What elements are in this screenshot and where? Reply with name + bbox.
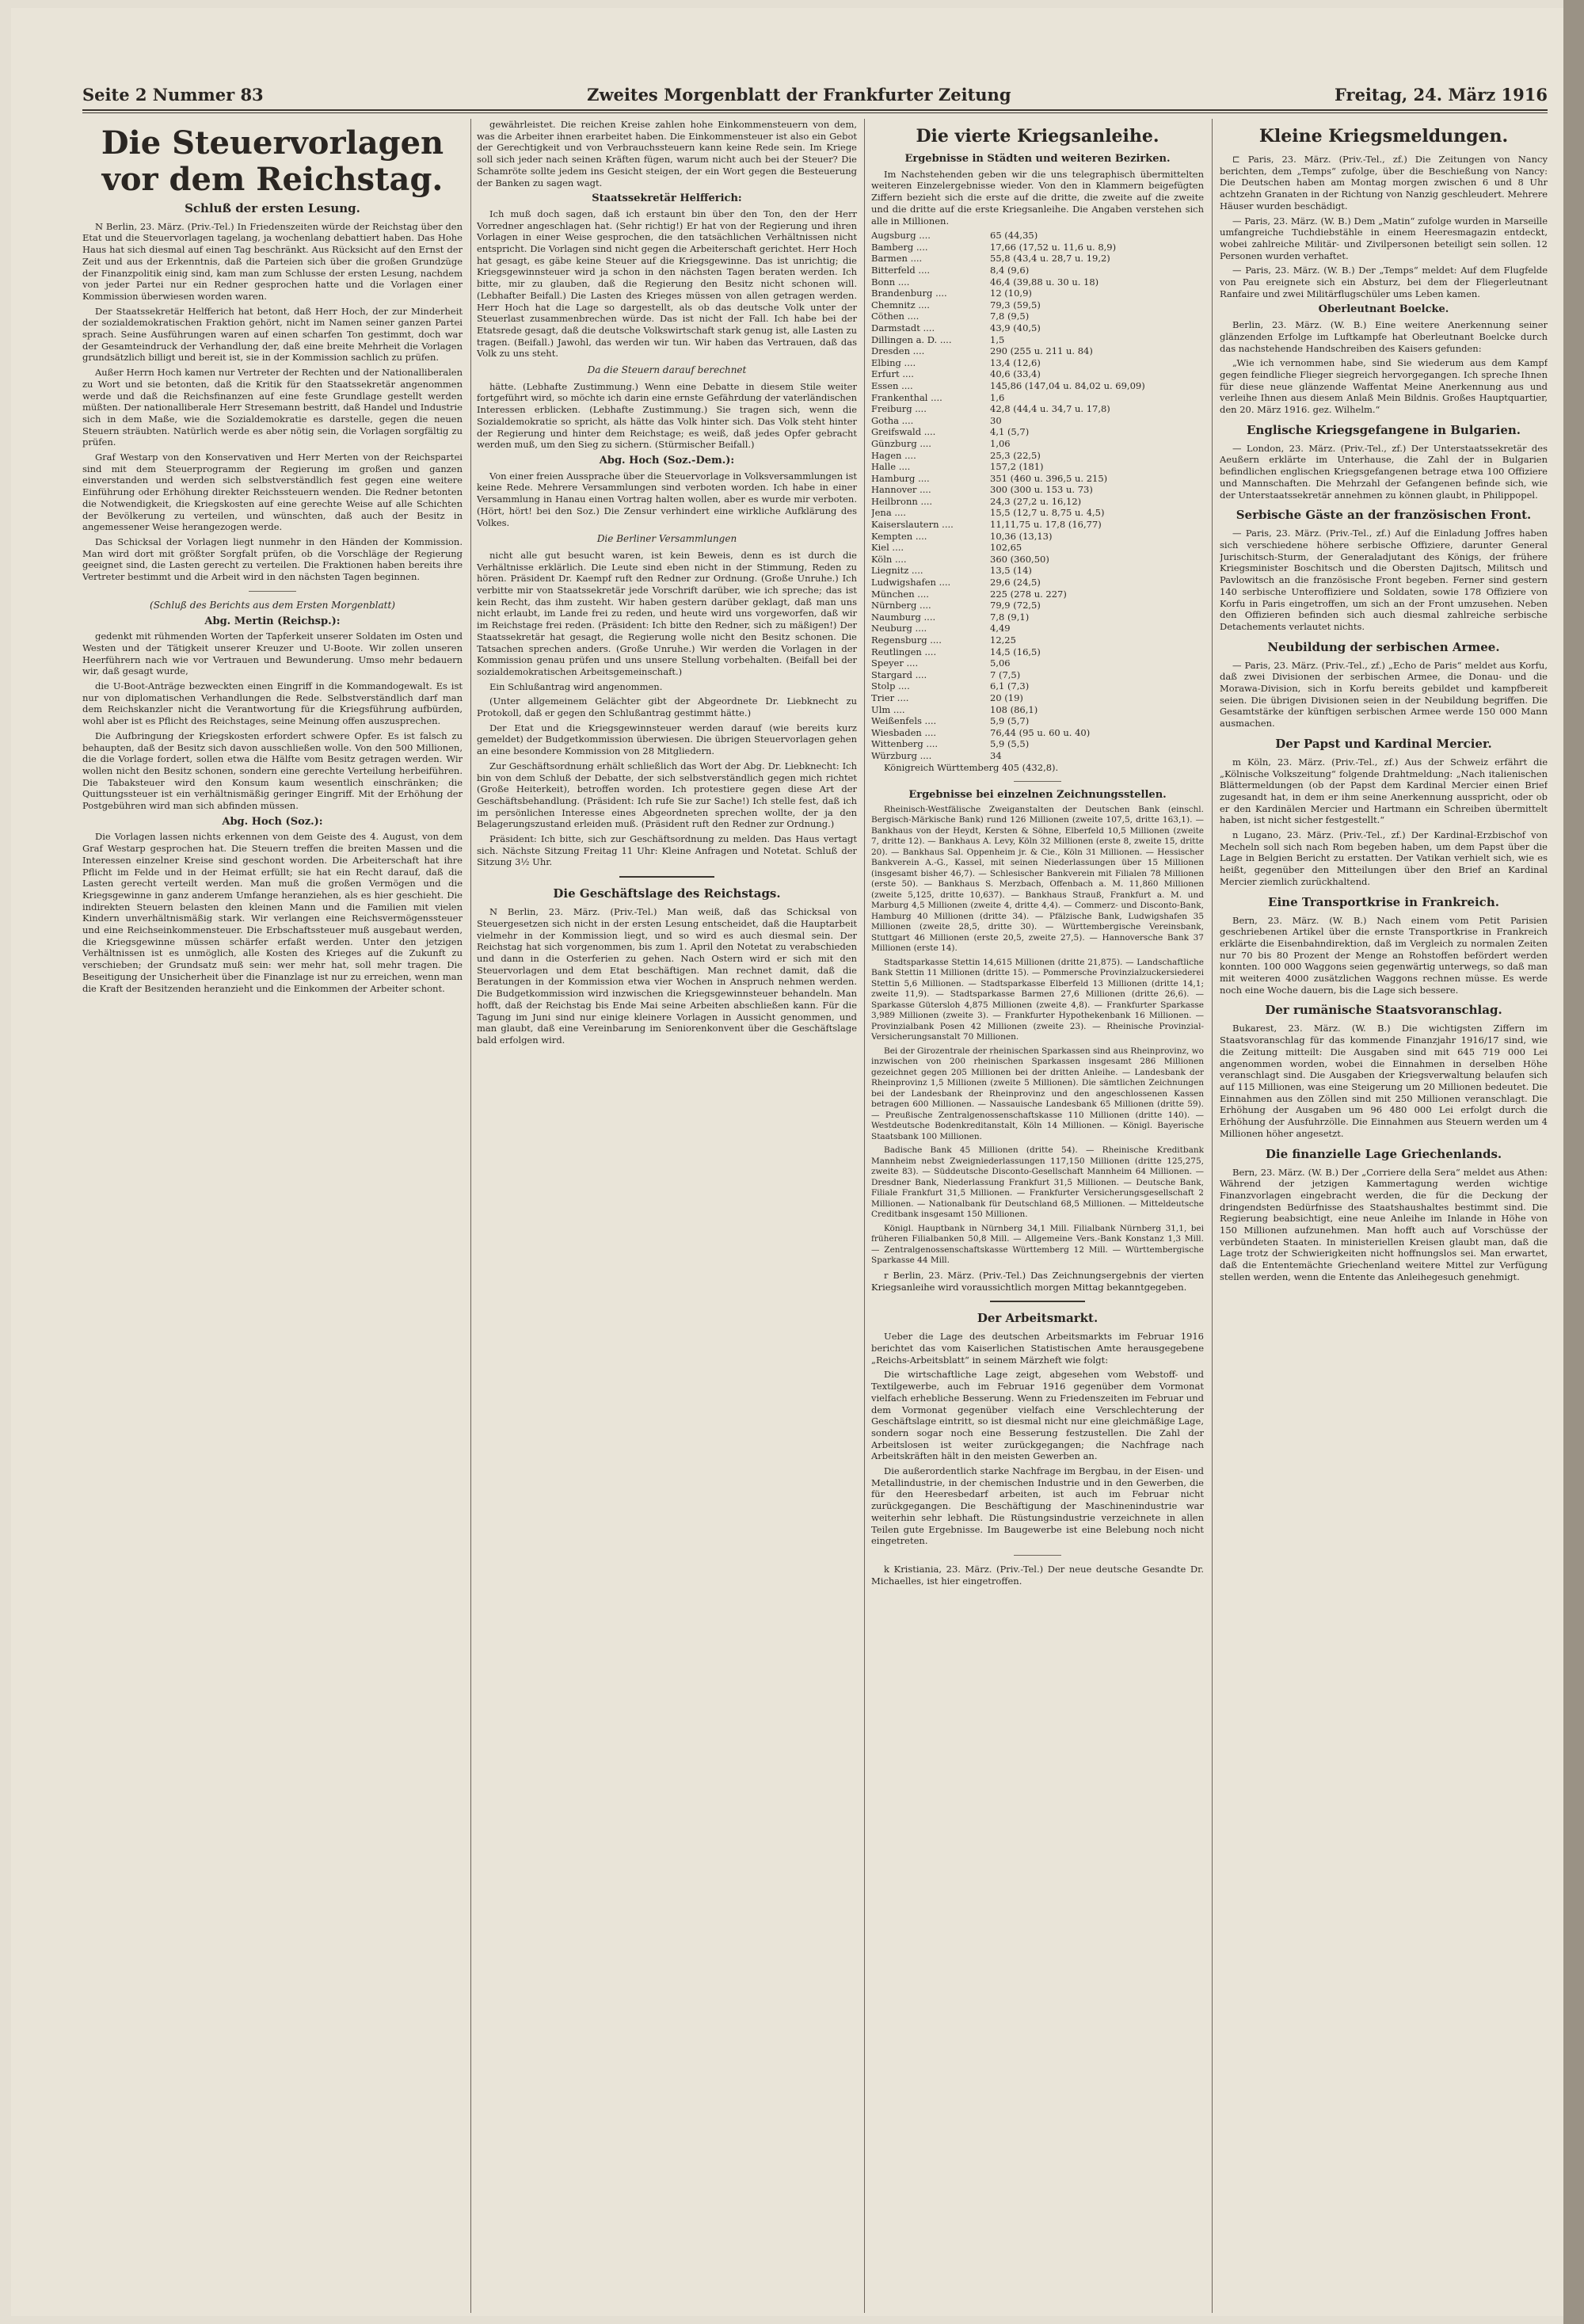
paragraph: gedenkt mit rühmenden Worten der Tapferkeit unserer Soldaten im Osten und Westen und der Tätigkeit unserer Kreuzer und U-Boote. Wir zollen unseren Heerführern nach wie vor Vertrauen und Bewunderung. Umso mehr bedauern wir, daß gesagt wurde,	[82, 631, 463, 677]
city-amount: 79,3 (59,5)	[990, 299, 1041, 311]
article-title-steuervorlagen: Die Steuervorlagen vor dem Reichstag.	[101, 124, 444, 198]
paragraph: gewährleistet. Die reichen Kreise zahlen hohe Einkommensteuern von dem, was die Arbeiter ihnen erarbeitet haben. Die Einkommensteuer ist also ein Gebot der Gerechtigkeit und von Verbrauchssteuern kann keine Rede sein. Im Kriege soll sich jeder nach seinen Kräften fügen, warum nicht auch bei der Steuer? Die Schamröte sollte jedem ins Gesicht steigen, der ein Wort gegen die Besteuerung der Banken zu sagen wagt.	[477, 119, 857, 189]
city-amount: 7,8 (9,5)	[990, 311, 1030, 322]
city-result-row	[871, 322, 1204, 334]
paragraph: (Unter allgemeinem Gelächter gibt der Abgeordnete Dr. Liebknecht zu Protokoll, daß er gegen den Schlußantrag gestimmt hätte.)	[477, 695, 857, 719]
city-amount: 300 (300 u. 153 u. 73)	[990, 484, 1093, 496]
city-name: Kempten ....	[871, 530, 927, 542]
paragraph: Präsident: Ich bitte, sich zur Geschäftsordnung zu melden. Das Haus vertagt sich. Nächste Sitzung Freitag 11 Uhr: Kleine Anfragen und Notetat. Schluß der Sitzung 3½ Uhr.	[477, 833, 857, 868]
city-result-row	[871, 461, 1204, 473]
city-result-row	[871, 484, 1204, 496]
paragraph: Bern, 23. März. (W. B.) Nach einem vom Petit Parisien geschriebenen Artikel über die ernste Transportkrise in Frankreich erklärte die Eisenbahndirektion, daß im Vergleich zu normalen Zeiten nur 70 bis 80 Prozent der Menge an Rohstoffen befördert werden konnten. 100 000 Waggons seien gegenwärtig unterwegs, so daß man mit weiteren 4000 zusätzlichen Waggons rechnen müsse. Es werde noch eine Woche dauern, bis die Lage sich bessere.	[1220, 914, 1548, 996]
city-result-row	[871, 669, 1204, 681]
city-amount: 11,11,75 u. 17,8 (16,77)	[990, 519, 1102, 531]
separator	[249, 591, 296, 592]
city-amount: 7 (7,5)	[990, 669, 1021, 680]
paragraph: — Paris, 23. März. (W. B.) Dem „Matin“ zufolge wurden in Marseille umfangreiche Tuchdiebstähle in einem Heeresmagazin entdeckt, wobei zahlreiche Militär- und Zivilpersonen beteiligt sein sollen. 12 Personen wurden verhaftet.	[1220, 215, 1548, 261]
city-result-row	[871, 507, 1204, 519]
paragraph: Bern, 23. März. (W. B.) Der „Corriere della Sera“ meldet aus Athen: Während der jetzigen Kammertagung werden wichtige Finanzvorlagen eingebracht werden, die für die Deckung der dringendsten Bedürfnisse des Staatshaushaltes bestimmt sind. Die Regierung beabsichtigt, eine neue Anleihe im Inlande in Höhe von 150 Millionen aufzunehmen. Man hofft auch auf Vorschüsse der verbündeten Staaten. In ministeriellen Kreisen glaubt man, daß die Lage trotz der Schwierigkeiten nicht hoffnungslos sei. Man erwartet, daß die Ententemächte Griechenland weitere Mittel zur Verfügung stellen werden, wenn die Entente das Anleihegesuch genehmigt.	[1220, 1166, 1548, 1282]
city-name: München ....	[871, 588, 929, 600]
article-title-arbeitsmarkt: Der Arbeitsmarkt.	[977, 1311, 1099, 1326]
article-title-geschaeftslage: Die Geschäftslage des Reichstags.	[553, 886, 781, 901]
city-result-row	[871, 715, 1204, 727]
city-name: Nürnberg ....	[871, 600, 931, 611]
city-amount: 12,25	[990, 634, 1016, 646]
city-amount: 8,4 (9,6)	[990, 265, 1030, 276]
city-name: Kaiserslautern ....	[871, 519, 954, 531]
city-result-row	[871, 230, 1204, 242]
paragraph: Ein Schlußantrag wird angenommen.	[489, 680, 663, 692]
city-result-row	[871, 345, 1204, 357]
section-heading: Der Papst und Kardinal Mercier.	[1275, 736, 1492, 751]
city-amount: 4,1 (5,7)	[990, 426, 1030, 438]
paragraph: — Paris, 23. März. (Priv.-Tel., zf.) „Echo de Paris“ meldet aus Korfu, daß zwei Divisionen der serbischen Armee, die Donau- und die Morawa-Division, sich in Korfu bereits gebildet und kampfbereit seien. Die übrigen Divisionen seien in der Neubildung begriffen. Die Gesamtstärke der künftigen serbischen Armee werde 150 000 Mann ausmachen.	[1220, 659, 1548, 730]
city-amount: 290 (255 u. 211 u. 84)	[990, 345, 1093, 357]
section-heading: Oberleutnant Boelcke.	[1318, 303, 1449, 316]
paragraph: Das Schicksal der Vorlagen liegt nunmehr in den Händen der Kommission. Man wird dort mit größter Sorgfalt prüfen, ob die Vorschläge der Regierung geeignet sind, die Lasten gerecht zu verteilen. Die Fraktionen haben bereits ihre Vertreter bestimmt und die Arbeit wird in den nächsten Tagen beginnen.	[82, 535, 463, 583]
city-name: Wiesbaden ....	[871, 726, 937, 738]
section-note: Die Berliner Versammlungen	[596, 533, 737, 545]
paragraph: Der Staatssekretär Helfferich hat betont, daß Herr Hoch, der zur Minderheit der sozialdemokratischen Fraktion gehört, nicht im Namen seiner ganzen Partei sprach. Seine Ausführungen waren auf einen scharfen Ton gestimmt, doch war der Gesamteindruck der Verhandlung der, daß eine breite Mehrheit die Vorlagen grundsätzlich billigt und bereit ist, sie in der Kommission sachlich zu prüfen.	[82, 305, 463, 364]
paragraph: Der Etat und die Kriegsgewinnsteuer werden darauf (wie bereits kurz gemeldet) der Budgetkommission überwiesen. Die übrigen Steuervorlagen gehen an eine besondere Kommission von 28 Mitgliedern.	[477, 722, 857, 757]
city-name: Elbing ....	[871, 356, 916, 368]
city-result-row	[871, 242, 1204, 253]
column-divider	[470, 119, 471, 2313]
city-name: Barmen ....	[871, 253, 923, 265]
city-name: Hagen ....	[871, 449, 916, 461]
running-header	[82, 82, 1548, 106]
paragraph: nicht alle gut besucht waren, ist kein Beweis, denn es ist durch die Verhältnisse erklärlich. Die Leute sind eben nicht in der Stimmung, Reden zu hören. Präsident Dr. Kaempf ruft den Redner zur Ordnung. (Große Unruhe.) Ich verbitte mir von Staatssekretär jede Vorschrift darüber, wie ich spreche; das ist kein Recht, das ihm zusteht. Wir haben gestern darüber geklagt, daß man uns nicht erlaubt, im Lande frei zu reden, und heute wird uns vorgeworfen, daß wir im Reichstage frei reden. (Präsident: Ich bitte den Redner, sich zu mäßigen!) Der Staatssekretär hat gesagt, die Regierung wolle nicht den Besitz schonen. Die Tatsachen sprechen anders. (Große Unruhe.) Wir werden die Vorlagen in der Kommission genau prüfen und uns unsere Stellung vorbehalten. (Beifall bei der sozialdemokratischen Arbeitsgemeinschaft.)	[477, 549, 857, 677]
paragraph: Von einer freien Aussprache über die Steuervorlage in Volksversammlungen ist keine Rede. Mehrere Versammlungen sind verboten worden. Ich habe in einer Versammlung in Hanau einen Vortrag halten wollen, aber es wurde mir verboten. (Hört, hört! bei den Soz.) Die Zensur verhindert eine wirkliche Aufklärung des Volkes.	[477, 470, 857, 528]
separator	[1014, 781, 1061, 782]
newspaper-page	[11, 8, 1563, 2316]
paragraph: Außer Herrn Hoch kamen nur Vertreter der Rechten und der Nationalliberalen zu Wort und sie betonten, daß die Kritik für den Staatssekretär angenommen werde und daß die Reichsfinanzen auf eine feste Grundlage gestellt werden müßten. Der nationalliberale Herr Stresemann bestritt, daß Handel und Industrie sich in dem Maße, wie die Sozialdemokratie es darstelle, gegen die neuen Steuern sträubten. Natürlich werde es aber nötig sein, die Vorlagen sorgfältig zu prüfen.	[82, 367, 463, 448]
city-amount: 5,9 (5,5)	[990, 738, 1030, 750]
paragraph: Bei der Girozentrale der rheinischen Sparkassen sind aus Rheinprovinz, wo inzwischen von 200 rheinischen Sparkassen insgesamt 286 Millionen gezeichnet gegen 205 Millionen bei der dritten Anleihe. — Landesbank der Rheinprovinz 1,5 Millionen (zweite 5 Millionen). Die sämtlichen Zeichnungen bei der Landesbank der Rheinprovinz und den angeschlossenen Kassen betragen 600 Millionen. — Nassauische Landesbank 65 Millionen (dritte 59). — Preußische Zentralgenossenschaftskasse 110 Millionen (dritte 140). — Westdeutsche Bodenkreditanstalt, Köln 14 Millionen. — Königl. Bayerische Staatsbank 100 Millionen.	[871, 1046, 1204, 1141]
editorial-note: (Schluß des Berichts aus dem Ersten Morgenblatt)	[150, 599, 395, 611]
city-amount: 225 (278 u. 227)	[990, 588, 1067, 600]
city-result-row	[871, 299, 1204, 311]
city-amount: 79,9 (72,5)	[990, 600, 1041, 611]
city-name: Erfurt ....	[871, 368, 914, 380]
city-amount: 13,4 (12,6)	[990, 356, 1041, 368]
column-2	[477, 119, 857, 2313]
city-result-row	[871, 623, 1204, 634]
city-name: Stolp ....	[871, 680, 910, 692]
city-name: Halle ....	[871, 461, 911, 473]
paragraph: Zur Geschäftsordnung erhält schließlich das Wort der Abg. Dr. Liebknecht: Ich bin von dem Schluß der Debatte, der sich selbstverständlich gegen mich richtet (Große Heiterkeit), betroffen worden. Ich protestiere gegen diese Art der Geschäftsbehandlung. (Präsident: Ich rufe Sie zur Sache!) Ich stelle fest, daß ich im persönlichen Interesse eines Abgeordneten sprechen wollte, der ja den Belagerungszustand erleiden muß. (Präsident ruft den Redner zur Ordnung.)	[477, 760, 857, 830]
city-amount: 351 (460 u. 396,5 u. 215)	[990, 472, 1108, 484]
city-amount: 46,4 (39,88 u. 30 u. 18)	[990, 276, 1099, 288]
city-name: Regensburg ....	[871, 634, 942, 646]
city-result-row	[871, 738, 1204, 750]
city-amount: 360 (360,50)	[990, 553, 1049, 565]
city-result-row	[871, 357, 1204, 369]
city-name: Kiel ....	[871, 542, 904, 554]
paragraph: k Kristiania, 23. März. (Priv.-Tel.) Der neue deutsche Gesandte Dr. Michaelles, ist hier eingetroffen.	[871, 1564, 1204, 1587]
city-amount: 15,5 (12,7 u. 8,75 u. 4,5)	[990, 507, 1105, 519]
city-name: Weißenfels ....	[871, 715, 937, 727]
city-result-row	[871, 646, 1204, 658]
city-amount: 14,5 (16,5)	[990, 646, 1041, 657]
city-amount: 55,8 (43,4 u. 28,7 u. 19,2)	[990, 253, 1110, 265]
section-heading: Englische Kriegsgefangene in Bulgarien.	[1247, 422, 1521, 437]
city-amount: 12 (10,9)	[990, 288, 1032, 299]
column-divider	[1212, 119, 1213, 2313]
column-4	[1220, 119, 1548, 2313]
section-heading: Der rumänische Staatsvoranschlag.	[1265, 1003, 1502, 1018]
paragraph: Badische Bank 45 Millionen (dritte 54). — Rheinische Kreditbank Mannheim nebst Zweigniederlassungen 117,150 Millionen (dritte 125,275, zweite 83). — Süddeutsche Disconto-Gesellschaft Mannheim 64 Millionen. — Dresdner Bank, Niederlassung Frankfurt 31,5 Millionen. — Deutsche Bank, Filiale Frankfurt 31,5 Millionen. — Frankfurter Versicherungsgesellschaft 2 Millionen. — Nationalbank für Deutschland 68,5 Millionen. — Mitteldeutsche Creditbank insgesamt 150 Millionen.	[871, 1145, 1204, 1220]
issue-date: Freitag, 24. März 1916	[1334, 84, 1548, 105]
city-name: Freiburg ....	[871, 403, 927, 415]
column-1	[82, 119, 463, 2313]
paragraph: Ueber die Lage des deutschen Arbeitsmarkts im Februar 1916 berichtet das vom Kaiserlichen Statistischen Amte herausgegebene „Reichs-Arbeitsblatt“ in seinem Märzheft wie folgt:	[871, 1331, 1204, 1366]
city-result-row	[871, 473, 1204, 485]
city-amount: 5,9 (5,7)	[990, 715, 1030, 727]
city-name: Greifswald ....	[871, 426, 936, 438]
city-name: Speyer ....	[871, 657, 919, 669]
city-result-row	[871, 589, 1204, 600]
city-name: Ludwigshafen ....	[871, 577, 951, 589]
city-result-row	[871, 680, 1204, 692]
city-result-row	[871, 368, 1204, 380]
section-heading: Neubildung der serbischen Armee.	[1267, 639, 1500, 654]
city-amount: 102,65	[990, 542, 1022, 554]
section-heading: Eine Transportkrise in Frankreich.	[1268, 894, 1499, 909]
city-name: Bitterfeld ....	[871, 265, 931, 276]
column-3	[871, 119, 1204, 2313]
paragraph: Berlin, 23. März. (W. B.) Eine weitere Anerkennung seiner glänzenden Erfolge im Luftkampfe hat Oberleutnant Boelcke durch das nachstehende Handschreiben des Kaisers gefunden:	[1220, 319, 1548, 354]
city-amount: 65 (44,35)	[990, 230, 1038, 242]
city-amount: 1,06	[990, 437, 1011, 449]
city-name: Cöthen ....	[871, 311, 920, 322]
city-amount: 76,44 (95 u. 60 u. 40)	[990, 726, 1091, 738]
city-result-row	[871, 276, 1204, 288]
city-result-row	[871, 450, 1204, 462]
paragraph: — London, 23. März. (Priv.-Tel., zf.) Der Unterstaatssekretär des Aeußern erklärte im Unterhause, die Zahl der in Bulgarien befindlichen englischen Kriegsgefangenen betrage etwa 100 Offiziere und Mannschaften. Die Mehrzahl der Gefangenen befinde sich, wie der Unterstaatssekretär annehmen zu können glaubt, in Philippopel.	[1220, 442, 1548, 501]
city-name: Köln ....	[871, 553, 907, 565]
section-note: Da die Steuern darauf berechnet	[587, 364, 747, 376]
city-amount: 4,49	[990, 623, 1011, 634]
city-name: Gotha ....	[871, 414, 914, 426]
city-name: Heilbronn ....	[871, 495, 933, 507]
paragraph: Königl. Hauptbank in Nürnberg 34,1 Mill. Filialbank Nürnberg 31,1, bei früheren Filialbanken 50,8 Mill. — Allgemeine Vers.-Bank Konstanz 1,3 Mill. — Zentralgenossenschaftskasse Württemberg 12 Mill. — Württembergische Sparkasse 44 Mill.	[871, 1223, 1204, 1266]
city-name: Brandenburg ....	[871, 288, 947, 299]
city-result-row	[871, 334, 1204, 346]
paragraph: „Wie ich vernommen habe, sind Sie wiederum aus dem Kampf gegen feindliche Flieger siegreich hervorgegangen. Ich spreche Ihnen für diese neue glänzende Waffentat Meine Anerkennung aus und verleihe Ihnen aus diesem Anlaß Mein Bildnis. Großes Hauptquartier, den 20. März 1916. gez. Wilhelm.“	[1220, 357, 1548, 416]
city-name: Dresden ....	[871, 345, 925, 357]
city-name: Frankenthal ....	[871, 391, 942, 403]
city-amount: 43,9 (40,5)	[990, 322, 1041, 333]
city-result-row	[871, 750, 1204, 762]
separator	[990, 1301, 1085, 1302]
city-result-row	[871, 542, 1204, 554]
paragraph: Die außerordentlich starke Nachfrage im Bergbau, in der Eisen- und Metallindustrie, in der chemischen Industrie und in den Gewerben, die für den Heeresbedarf arbeiten, ist auch im Februar nicht zurückgegangen. Die Beschäftigung der Maschinenindustrie war weiterhin sehr lebhaft. Die Rüstungsindustrie verzeichnete in allen Teilen gute Ergebnisse. Im Baugewerbe ist eine Belebung noch nicht eingetreten.	[871, 1465, 1204, 1547]
city-result-row	[871, 265, 1204, 276]
city-name: Liegnitz ....	[871, 565, 923, 577]
paragraph: Bukarest, 23. März. (W. B.) Die wichtigsten Ziffern im Staatsvoranschlag für das kommende Finanzjahr 1916/17 sind, wie die Zeitung mitteilt: Die Ausgaben sind mit 645 719 000 Lei angenommen worden, wobei die Einnahmen in derselben Höhe veranschlagt sind. Die Ausgaben der Kriegsverwaltung belaufen sich auf 115 Millionen, was eine Steigerung um 20 Millionen bedeutet. Die Einnahmen aus den Zöllen sind mit 250 Millionen veranschlagt. Die Erhöhung der Ausgaben um 96 480 000 Lei erfolgt durch die Erhöhung der Ausfuhrzölle. Die Einnahmen aus Steuern werden um 4 Millionen höher angesetzt.	[1220, 1023, 1548, 1139]
city-name: Essen ....	[871, 379, 913, 391]
paragraph: Die wirtschaftliche Lage zeigt, abgesehen vom Webstoff- und Textilgewerbe, auch im Februar 1916 gegenüber dem Vormonat vielfach erhebliche Besserung. Wenn zu Friedenszeiten im Februar und dem Vormonat gegenüber vielfach eine Verschlechterung der Geschäftslage eintritt, so ist diesmal nicht nur eine gleichmäßige Lage, sondern sogar noch eine Besserung festzustellen. Die Zahl der Arbeitslosen ist weiter zurückgegangen; die Nachfrage nach Arbeitskräften hält in den meisten Gewerben an.	[871, 1369, 1204, 1462]
city-name: Würzburg ....	[871, 749, 932, 761]
city-name: Bamberg ....	[871, 241, 928, 253]
city-amount: 24,3 (27,2 u. 16,12)	[990, 495, 1082, 507]
city-result-row	[871, 554, 1204, 566]
city-result-row	[871, 727, 1204, 739]
city-name: Wittenberg ....	[871, 738, 939, 750]
paragraph: Stadtsparkasse Stettin 14,615 Millionen (dritte 21,875). — Landschaftliche Bank Stettin 11 Millionen (dritte 15). — Pommersche Provinzialzuckersiederei Stettin 5,6 Millionen. — Stadtsparkasse Elberfeld 13 Millionen (dritte 14,1; zweite 11,9). — Stadtsparkasse Barmen 27,6 Millionen (dritte 26,6). — Sparkasse Gütersloh 4,875 Millionen (zweite 4,8). — Frankfurter Sparkasse 3,989 Millionen (zweite 3). — Frankfurter Hypothekenbank 16 Millionen. — Provinzialbank Posen 42 Millionen (zweite 23). — Rheinische Provinzial-Versicherungsanstalt 70 Millionen.	[871, 957, 1204, 1042]
separator	[1014, 1555, 1061, 1556]
city-result-row	[871, 438, 1204, 450]
article-subtitle: Schluß der ersten Lesung.	[185, 201, 360, 215]
paragraph: Graf Westarp von den Konservativen und Herr Merten von der Reichspartei sind mit dem Steuerprogramm der Regierung im großen und ganzen einverstanden und werden sich selbstverständlich fest gegen eine weitere Einführung oder Erhöhung direkter Reichssteuern wenden. Die Redner betonten die Notwendigkeit, die Kriegskosten auf eine gerechte Weise auf alle Schichten der Bevölkerung zu verteilen, und wünschten, daß auch der Besitz in angemessener Weise herangezogen werde.	[82, 451, 463, 533]
city-amount: 13,5 (14)	[990, 565, 1032, 577]
city-result-row	[871, 253, 1204, 265]
header-rule	[82, 109, 1548, 111]
city-amount: 6,1 (7,3)	[990, 680, 1030, 692]
speaker-heading: Abg. Mertin (Reichsp.):	[204, 615, 341, 627]
city-name: Chemnitz ....	[871, 299, 930, 311]
city-name: Hamburg ....	[871, 472, 930, 484]
city-amount: 5,06	[990, 657, 1011, 669]
city-amount: 1,5	[990, 333, 1005, 345]
page-edge	[1563, 0, 1584, 2324]
speaker-heading: Abg. Hoch (Soz.-Dem.):	[599, 454, 735, 467]
city-result-row	[871, 611, 1204, 623]
paragraph: N Berlin, 23. März. (Priv.-Tel.) Man weiß, daß das Schicksal von Steuergesetzen sich nicht in der ersten Lesung entscheidet, daß die Hauptarbeit vielmehr in der Kommission liegt, und so wird es auch diesmal sein. Der Reichstag hat sich vorgenommen, bis zum 1. April den Notetat zu verabschieden und dann in die Osterferien zu gehen. Nach Ostern wird er sich mit den Steuervorlagen und dem Etat beschäftigen. Man rechnet damit, daß die Beratungen in der Kommission etwa vier Wochen in Anspruch nehmen werden. Die Budgetkommission wird inzwischen die Kriegsgewinnsteuer behandeln. Man hofft, daß der Reichstag bis Ende Mai seine Arbeiten abschließen kann. Für die Tagung im Juni sind nur einige kleinere Vorlagen in Aussicht genommen, und man glaubt, daß eine Vereinbarung im Seniorenkonvent über die Geschäftslage bald erfolgen wird.	[477, 906, 857, 1046]
city-name: Bonn ....	[871, 276, 910, 288]
city-name: Naumburg ....	[871, 611, 936, 623]
city-amount: 108 (86,1)	[990, 703, 1038, 715]
section-heading: Die finanzielle Lage Griechenlands.	[1265, 1146, 1502, 1161]
city-amount: 145,86 (147,04 u. 84,02 u. 69,09)	[990, 379, 1145, 391]
paragraph: hätte. (Lebhafte Zustimmung.) Wenn eine Debatte in diesem Stile weiter fortgeführt wird, so möchte ich darin eine ernste Gefährdung der vaterländischen Interessen erblicken. (Lebhafte Zustimmung.) Sie tragen sich, wenn die Sozialdemokratie so spricht, als hätte das Volk hinter sich. Das Volk steht hinter der Regierung und hinter dem Reichstage; es weiß, daß jedes Opfer gebracht werden muß, um den Sieg zu sichern. (Stürmischer Beifall.)	[477, 380, 857, 451]
paragraph: die U-Boot-Anträge bezweckten einen Eingriff in die Kommandogewalt. Es ist nur von diplomatischen Verhandlungen die Rede. Selbstverständlich darf man dem Reichskanzler nicht die Verantwortung für die Kriegsführung aufbürden, wohl aber ist es Pflicht des Reichstages, seine Meinung offen auszusprechen.	[82, 680, 463, 727]
city-result-row	[871, 657, 1204, 669]
paragraph: Königreich Württemberg 405 (432,8).	[884, 761, 1059, 773]
city-amount: 1,6	[990, 391, 1005, 403]
city-amount: 30	[990, 414, 1002, 426]
city-result-row	[871, 403, 1204, 415]
city-result-row	[871, 565, 1204, 577]
city-result-row	[871, 519, 1204, 531]
city-name: Günzburg ....	[871, 437, 931, 449]
city-amount: 7,8 (9,1)	[990, 611, 1030, 623]
city-results-list	[871, 230, 1204, 761]
article-subtitle: Ergebnisse in Städten und weiteren Bezirken.	[904, 153, 1171, 165]
city-result-row	[871, 634, 1204, 646]
paragraph: Ich muß doch sagen, daß ich erstaunt bin über den Ton, den der Herr Vorredner angeschlagen hat. (Sehr richtig!) Er hat von der Regierung und ihren Vorlagen in einer Weise gesprochen, die den tatsächlichen Verhältnissen nicht entspricht. Die Vorlagen sind nicht gegen die Arbeiterschaft gerichtet. Herr Hoch hat gesagt, es gäbe keine Steuer auf die Kriegsgewinne. Das ist unrichtig; die Kriegsgewinnsteuer wird ja schon in den nächsten Tagen beraten werden. Ich bitte, mir zu glauben, daß die Regierung den Besitz nicht schonen will. (Lebhafter Beifall.) Die Lasten des Krieges müssen von allen getragen werden. Herr Hoch hat die Lage so dargestellt, als ob das deutsche Volk unter der Steuerlast zusammenbrechen würde. Das ist nicht der Fall. Ich habe bei der Etatsrede gesagt, daß die deutsche Volkswirtschaft stark genug ist, alle Lasten zu tragen. (Beifall.) Jawohl, das werden wir tun. Wir haben das Vertrauen, daß das Volk zu uns steht.	[477, 208, 857, 360]
city-result-row	[871, 600, 1204, 611]
city-result-row	[871, 531, 1204, 543]
city-amount: 42,8 (44,4 u. 34,7 u. 17,8)	[990, 403, 1110, 415]
city-amount: 20 (19)	[990, 691, 1023, 703]
paragraph: n Lugano, 23. März. (Priv.-Tel., zf.) Der Kardinal-Erzbischof von Mecheln soll sich nach Rom begeben haben, um dem Papst über die Lage in Belgien Bericht zu erstatten. Der Vatikan verhielt sich, wie es heißt, gegenüber den Mitteilungen über den Brief an Kardinal Mercier ziemlich zurückhaltend.	[1220, 829, 1548, 887]
city-name: Neuburg ....	[871, 623, 927, 634]
city-result-row	[871, 496, 1204, 508]
paragraph: Die Aufbringung der Kriegskosten erfordert schwere Opfer. Es ist falsch zu behaupten, daß der Besitz sich davon ausschließen wolle. Von den 500 Millionen, die die Vorlage fordert, sollen etwa die Hälfte vom Besitz getragen werden. Wir wollen nicht den Besitz schonen, sondern eine gerechte Verteilung herbeiführen. Die Tabaksteuer wird den Konsum kaum wesentlich einschränken; die Quittungssteuer ist ein verhältnismäßig geringer Eingriff. Mit der Erhöhung der Postgebühren wird man sich abfinden müssen.	[82, 730, 463, 812]
speaker-heading: Abg. Hoch (Soz.):	[222, 815, 323, 828]
paragraph: — Paris, 23. März. (W. B.) Der „Temps“ meldet: Auf dem Flugfelde von Pau ereignete sich ein Absturz, bei dem der Fliegerleutnant Ranfaire und zwei Militärflugschüler ums Leben kamen.	[1220, 265, 1548, 299]
column-divider	[864, 119, 865, 2313]
city-result-row	[871, 392, 1204, 404]
city-name: Trier ....	[871, 691, 909, 703]
city-amount: 29,6 (24,5)	[990, 577, 1041, 589]
speaker-heading: Staatssekretär Helfferich:	[592, 192, 742, 205]
city-amount: 10,36 (13,13)	[990, 530, 1053, 542]
city-result-row	[871, 415, 1204, 427]
page-number: Seite 2 Nummer 83	[82, 84, 264, 105]
header-rule-thin	[82, 112, 1548, 113]
section-heading: Serbische Gäste an der französischen Front.	[1236, 508, 1532, 523]
city-result-row	[871, 426, 1204, 438]
paragraph: r Berlin, 23. März. (Priv.-Tel.) Das Zeichnungsergebnis der vierten Kriegsanleihe wird voraussichtlich morgen Mittag bekanntgegeben.	[871, 1269, 1204, 1293]
section-heading: Ergebnisse bei einzelnen Zeichnungsstellen.	[908, 789, 1167, 802]
paragraph: ⊏ Paris, 23. März. (Priv.-Tel., zf.) Die Zeitungen von Nancy berichten, dem „Temps“ zufolge, über die Beschießung von Nancy: Die Deutschen haben am Montag morgen zwischen 6 und 8 Uhr achtzehn Granaten in der Richtung von Nanzig geschleudert. Mehrere Häuser wurden beschädigt.	[1220, 154, 1548, 211]
city-amount: 17,66 (17,52 u. 11,6 u. 8,9)	[990, 241, 1117, 253]
city-name: Augsburg ....	[871, 230, 931, 242]
city-amount: 34	[990, 749, 1002, 761]
paragraph: N Berlin, 23. März. (Priv.-Tel.) In Friedenszeiten würde der Reichstag über den Etat und die Steuervorlagen tagelang, ja wochenlang debattiert haben. Das Hohe Haus hat sich diesmal auf einen Tag beschränkt. Aus Rücksicht auf den Ernst der Zeit und aus der Erkenntnis, daß die Parteien sich über die großen Grundzüge der Finanzpolitik einig sind, kam man zum Schlusse der ersten Lesung, nachdem von jeder Partei nur ein Redner gesprochen hatte und die Vorlagen einer Kommission überwiesen worden waren.	[82, 220, 463, 302]
city-amount: 25,3 (22,5)	[990, 449, 1041, 461]
city-result-row	[871, 692, 1204, 704]
city-name: Hannover ....	[871, 484, 931, 496]
edition-title: Zweites Morgenblatt der Frankfurter Zeitung	[587, 84, 1011, 105]
city-name: Reutlingen ....	[871, 646, 937, 657]
city-result-row	[871, 288, 1204, 299]
paragraph: m Köln, 23. März. (Priv.-Tel., zf.) Aus der Schweiz erfährt die „Kölnische Volkszeitung“ folgende Drahtmeldung: „Nach italienischen Blättermeldungen (ob der Papst dem Kardinal Mercier einen Brief zugesandt hat, in dem er ihm seine Anerkennung ausspricht, oder ob er den Kardinälen Mercier und Hartmann ein Schreiben übermittelt haben, ist nicht sicher festgestellt.“	[1220, 756, 1548, 826]
paragraph: — Paris, 23. März. (Priv.-Tel., zf.) Auf die Einladung Joffres haben sich verschiedene höhere serbische Offiziere, darunter General Jurischitsch-Sturm, der Generaladjutant des Königs, der frühere Kriegsminister Boschitsch und die Obersten Dajitsch, Militsch und Pavlowitsch an die französische Front begeben. Ferner sind gestern 140 serbische Unteroffiziere und Soldaten, sowie 178 Offiziere von Korfu in Paris eingetroffen, um sich an der Front umzusehen. Neben den Offizieren befinden sich auch diesmal zahlreiche serbische Detachements verlautet nichts.	[1220, 528, 1548, 632]
city-name: Jena ....	[871, 507, 906, 519]
city-name: Dillingen a. D. ....	[871, 333, 952, 345]
city-name: Ulm ....	[871, 703, 905, 715]
article-title-kriegsanleihe: Die vierte Kriegsanleihe.	[916, 126, 1159, 147]
city-result-row	[871, 704, 1204, 716]
paragraph: Rheinisch-Westfälische Zweiganstalten der Deutschen Bank (einschl. Bergisch-Märkische Bank) rund 126 Millionen (zweite 107,5, dritte 163,1). — Bankhaus von der Heydt, Kersten & Söhne, Elberfeld 10,5 Millionen (zweite 7, dritte 12). — Bankhaus A. Levy, Köln 32 Millionen (erste 8, zweite 15, dritte 20). — Bankhaus Sal. Oppenheim jr. & Cie., Köln 31 Millionen. — Hessischer Bankverein A.-G., Kassel, mit seinen Niederlassungen über 15 Millionen (insgesamt bisher 46,7). — Schlesischer Bankverein mit Filialen 78 Millionen (erste 50). — Bankhaus S. Merzbach, Offenbach a. M. 11,860 Millionen (zweite 5,125, dritte 10,637). — Bankhaus Strauß, Frankfurt a. M. und Marburg 4,5 Millionen (zweite 4, dritte 4,4). — Commerz- und Disconto-Bank, Hamburg 40 Millionen (dritte 34). — Pfälzische Bank, Ludwigshafen 35 Millionen (zweite 28,5, dritte 30). — Württembergische Vereinsbank, Stuttgart 46 Millionen (erste 20,5, zweite 27,5). — Hannoversche Bank 37 Millionen (erste 14).	[871, 804, 1204, 954]
paragraph: Im Nachstehenden geben wir die uns telegraphisch übermittelten weiteren Einzelergebnisse wieder. Von den in Klammern beigefügten Ziffern bezieht sich die erste auf die dritte, die zweite auf die zweite und die dritte auf die erste Kriegsanleihe. Die Angaben verstehen sich alle in Millionen.	[871, 168, 1204, 227]
city-name: Darmstadt ....	[871, 322, 935, 333]
city-name: Stargard ....	[871, 669, 927, 680]
city-amount: 40,6 (33,4)	[990, 368, 1041, 380]
article-title-kriegsmeldungen: Kleine Kriegsmeldungen.	[1258, 126, 1509, 147]
city-result-row	[871, 311, 1204, 322]
separator	[619, 876, 714, 878]
paragraph: Die Vorlagen lassen nichts erkennen von dem Geiste des 4. August, von dem Graf Westarp gesprochen hat. Die Steuern treffen die breiten Massen und die Interessen einzelner Kreise sind geschont worden. Die Arbeiterschaft hat ihre Pflicht im Felde und in der Heimat erfüllt; sie hat ein Recht darauf, daß die Lasten gerecht verteilt werden. Man muß die großen Vermögen und die Kriegsgewinne in ganz anderem Umfange heranziehen, als es hier geschieht. Die indirekten Steuern belasten den kleinen Mann und die Familien mit vielen Kindern unverhältnismäßig stark. Wir verlangen eine Reichsvermögenssteuer und eine Reichseinkommensteuer. Die Erbschaftssteuer muß ausgebaut werden, die Kriegsgewinne müssen schärfer erfaßt werden. Unter den jetzigen Verhältnissen ist es unmöglich, alle Kosten des Krieges auf die Zukunft zu verschieben; der Grundsatz muß sein: wer mehr hat, soll mehr tragen. Die Beseitigung der Unsicherheit über die Finanzlage ist nur zu erreichen, wenn man die Kraft der Besitzenden heranzieht und die Einkommen der Arbeiter schont.	[82, 831, 463, 994]
city-result-row	[871, 577, 1204, 589]
city-result-row	[871, 380, 1204, 392]
city-amount: 157,2 (181)	[990, 461, 1044, 473]
